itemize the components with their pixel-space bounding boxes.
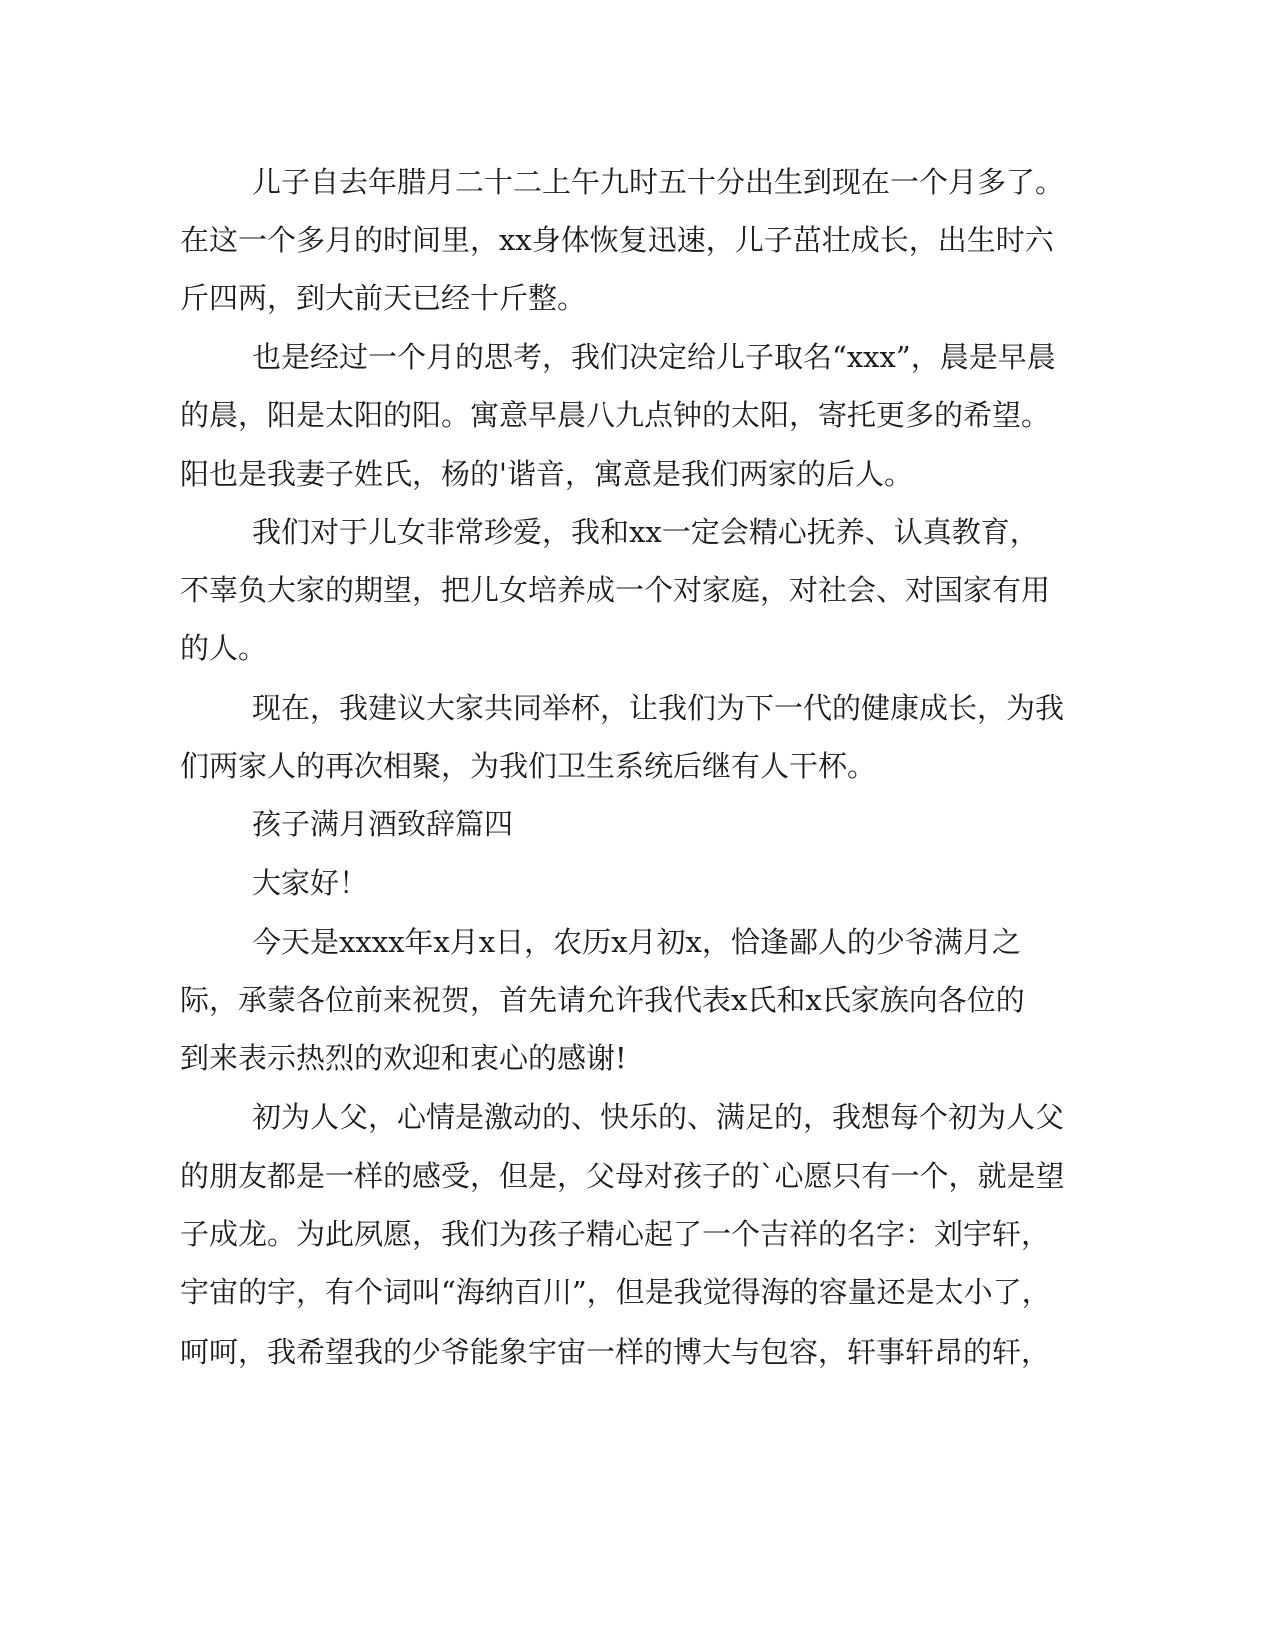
text-line [0,391,1275,439]
line-text: 初为人父，心情是激动的、快乐的、满足的，我想每个初为人父 [252,1100,1065,1134]
line-text: 的朋友都是一样的感受，但是，父母对孩子的`心愿只有一个，就是望 [180,1159,1065,1193]
text-line [0,859,1275,907]
text-line [0,918,1275,966]
text-line [0,274,1275,322]
text-line [0,624,1275,672]
line-text: 在这一个多月的时间里，xx身体恢复迅速，儿子茁壮成长，出生时六 [180,223,1054,257]
text-line [0,742,1275,790]
text-line [0,216,1275,264]
heading-text: 孩子满月酒致辞篇四 [252,807,514,841]
line-text: 不辜负大家的期望，把儿女培养成一个对家庭，对社会、对国家有用 [180,573,1051,607]
text-line [0,566,1275,614]
line-text: 儿子自去年腊月二十二上午九时五十分出生到现在一个月多了。 [252,165,1065,199]
text-line [0,976,1275,1024]
line-text: 际，承蒙各位前来祝贺，首先请允许我代表x氏和x氏家族向各位的 [180,983,1025,1017]
line-text: 今天是xxxx年x月x日，农历x月初x，恰逢鄙人的少爷满月之 [252,925,1021,959]
line-text: 到来表示热烈的欢迎和衷心的感谢! [180,1041,627,1075]
text-line [0,1268,1275,1316]
text-line [0,450,1275,498]
line-text: 宇宙的宇，有个词叫“海纳百川”，但是我觉得海的容量还是太小了， [180,1275,1051,1309]
text-line [0,1328,1275,1376]
line-text: 阳也是我妻子姓氏，杨的'谐音，寓意是我们两家的后人。 [180,457,913,491]
section-heading [0,800,1275,848]
line-text: 我们对于儿女非常珍爱，我和xx一定会精心抚养、认真教育， [252,515,1039,549]
text-line [0,1152,1275,1200]
line-text: 斤四两，到大前天已经十斤整。 [180,281,587,315]
text-line [0,1034,1275,1082]
text-line [0,684,1275,732]
text-line [0,508,1275,556]
line-text: 也是经过一个月的思考，我们决定给儿子取名“xxx”，晨是早晨 [252,340,1056,374]
line-text: 子成龙。为此夙愿，我们为孩子精心起了一个吉祥的名字：刘宇轩， [180,1217,1051,1251]
line-text: 的晨，阳是太阳的阳。寓意早晨八九点钟的太阳，寄托更多的希望。 [180,398,1051,432]
text-line [0,1093,1275,1141]
text-line [0,333,1275,381]
text-line [0,158,1275,206]
line-text: 们两家人的再次相聚，为我们卫生系统后继有人干杯。 [180,749,877,783]
line-text: 大家好！ [252,866,369,900]
line-text: 呵呵，我希望我的少爷能象宇宙一样的博大与包容，轩事轩昂的轩， [180,1335,1051,1369]
line-text: 的人。 [180,631,268,665]
line-text: 现在，我建议大家共同举杯，让我们为下一代的健康成长，为我 [252,691,1065,725]
text-line [0,1210,1275,1258]
